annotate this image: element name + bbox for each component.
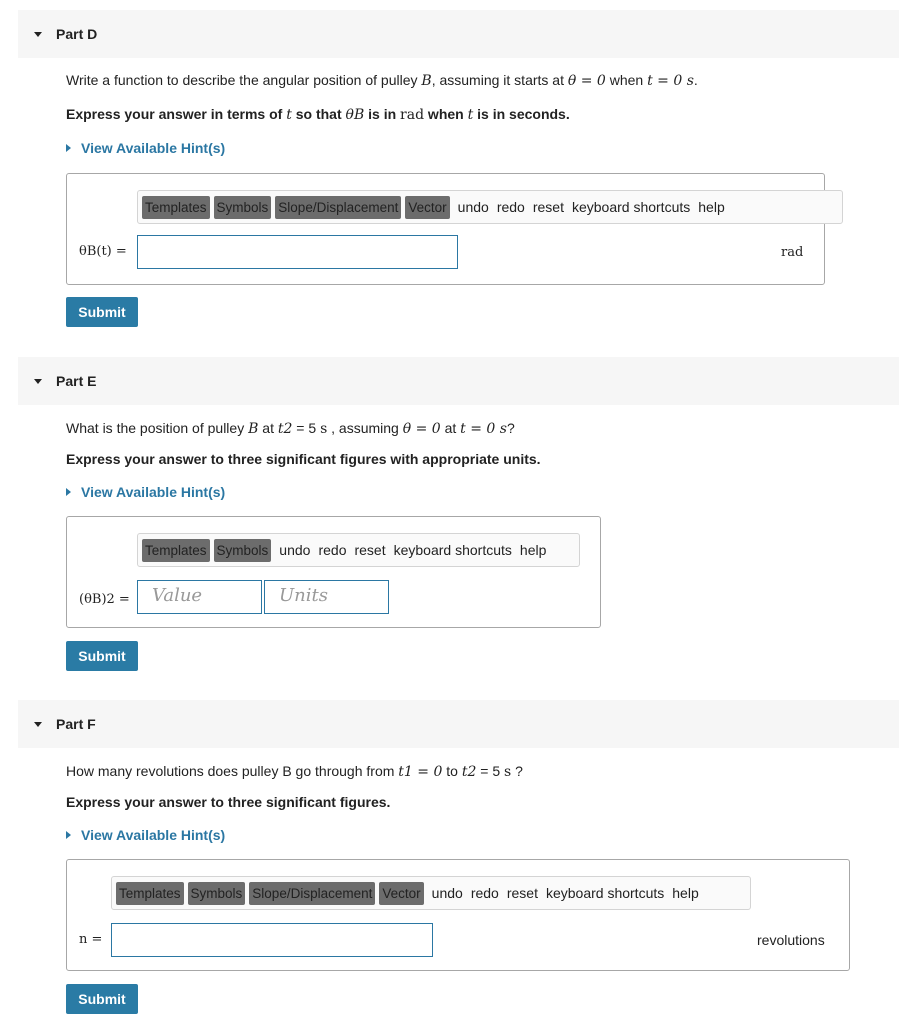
keyboard-shortcuts-link[interactable]: keyboard shortcuts [393, 542, 512, 558]
prompt-text: Write a function to describe the angular position of pulley [66, 72, 422, 88]
templates-button[interactable]: Templates [142, 539, 210, 562]
prompt-text: , assuming it starts at [431, 72, 568, 88]
math-expr: t = 0 s [460, 421, 507, 437]
revolutions-unit-label: revolutions [757, 932, 825, 948]
part-e-hint-link[interactable] [66, 484, 225, 500]
math-var: t [467, 107, 474, 123]
part-d-hint-link[interactable] [66, 140, 225, 156]
prompt-text: , assuming [327, 420, 403, 436]
part-e-toolbar [137, 533, 580, 567]
instr-text: is in [364, 106, 401, 122]
math-expr: θ = 0 [402, 421, 441, 437]
reset-button[interactable]: reset [354, 542, 386, 558]
rad-unit-label: rad [781, 245, 804, 260]
instr-text: is in seconds. [473, 106, 570, 122]
symbols-button[interactable]: Symbols [188, 882, 246, 905]
math-var: B [421, 73, 432, 89]
prompt-text: at [258, 420, 278, 436]
prompt-text: = 5 [476, 763, 505, 779]
math-var: θB [345, 107, 365, 123]
n-input[interactable] [111, 923, 433, 957]
prompt-text: at [440, 420, 461, 436]
prompt-text: What is the position of pulley [66, 420, 249, 436]
part-e-submit-button[interactable]: Submit [66, 641, 138, 671]
math-expr: t = 0 s [647, 73, 694, 89]
symbols-button[interactable]: Symbols [214, 539, 272, 562]
part-d-answer-box [66, 173, 825, 285]
hint-label: View Available Hint(s) [81, 484, 226, 500]
reset-button[interactable]: reset [506, 885, 538, 901]
part-d-instruction [66, 106, 570, 123]
redo-button[interactable]: redo [496, 199, 525, 215]
prompt-text: = 5 [292, 420, 321, 436]
math-expr: θ = 0 [567, 73, 606, 89]
theta-b-t-input[interactable] [137, 235, 458, 269]
theta-b-t-label: θB(t) = [79, 244, 127, 259]
expand-triangle-icon [66, 488, 71, 496]
theta-b-2-label: (θB)2 = [79, 592, 130, 607]
value-input[interactable]: Value [137, 580, 262, 614]
reset-button[interactable]: reset [532, 199, 564, 215]
part-d-prompt [66, 72, 698, 89]
part-e-answer-box [66, 516, 601, 628]
hint-label: View Available Hint(s) [81, 827, 226, 843]
symbols-button[interactable]: Symbols [214, 196, 272, 219]
slope-displacement-button[interactable]: Slope/Displacement [249, 882, 375, 905]
vector-button[interactable]: Vector [379, 882, 423, 905]
slope-displacement-button[interactable]: Slope/Displacement [275, 196, 401, 219]
redo-button[interactable]: redo [470, 885, 499, 901]
part-f-header[interactable] [18, 700, 899, 748]
templates-button[interactable]: Templates [116, 882, 184, 905]
collapse-caret-icon[interactable] [34, 379, 42, 384]
part-f-toolbar [111, 876, 751, 910]
math-var: t [286, 107, 292, 123]
instr-text: Express your answer in terms of [66, 106, 287, 122]
help-link[interactable]: help [672, 885, 699, 901]
part-d-header[interactable] [18, 10, 899, 58]
math-unit: s [320, 421, 328, 437]
prompt-text: ? [511, 763, 523, 779]
help-link[interactable]: help [519, 542, 547, 558]
expand-triangle-icon [66, 831, 71, 839]
math-var: B [248, 421, 259, 437]
part-f-instruction: Express your answer to three significant figures. [66, 794, 391, 810]
collapse-caret-icon[interactable] [34, 722, 42, 727]
part-d-toolbar [137, 190, 843, 224]
part-f-prompt [66, 763, 523, 780]
prompt-text: How many revolutions does pulley B go through from [66, 763, 399, 779]
units-input[interactable]: Units [264, 580, 389, 614]
part-e-prompt [66, 420, 515, 437]
math-unit: s [504, 764, 512, 780]
instr-text: when [424, 106, 468, 122]
part-f-answer-box [66, 859, 850, 971]
undo-button[interactable]: undo [457, 199, 489, 215]
n-label: n = [79, 932, 103, 947]
math-var: t2 [461, 764, 477, 780]
part-d-title: Part D [56, 26, 98, 42]
part-f-title: Part F [56, 716, 96, 732]
hint-label: View Available Hint(s) [81, 140, 226, 156]
redo-button[interactable]: redo [318, 542, 347, 558]
math-var: t2 [277, 421, 293, 437]
instr-text: so that [291, 106, 346, 122]
help-link[interactable]: help [698, 199, 725, 215]
templates-button[interactable]: Templates [142, 196, 210, 219]
math-unit: rad [400, 107, 425, 123]
part-f-hint-link[interactable] [66, 827, 225, 843]
prompt-text: ? [506, 420, 515, 436]
keyboard-shortcuts-link[interactable]: keyboard shortcuts [571, 199, 691, 215]
expand-triangle-icon [66, 144, 71, 152]
prompt-text: to [442, 763, 462, 779]
part-e-header[interactable] [18, 357, 899, 405]
part-d-submit-button[interactable]: Submit [66, 297, 138, 327]
part-f-submit-button[interactable]: Submit [66, 984, 138, 1014]
undo-button[interactable]: undo [279, 542, 311, 558]
vector-button[interactable]: Vector [405, 196, 449, 219]
part-e-title: Part E [56, 373, 97, 389]
undo-button[interactable]: undo [431, 885, 463, 901]
prompt-text: . [693, 72, 698, 88]
math-expr: t1 = 0 [398, 764, 443, 780]
part-e-instruction: Express your answer to three significant figures with appropriate units. [66, 451, 541, 467]
collapse-caret-icon[interactable] [34, 32, 42, 37]
keyboard-shortcuts-link[interactable]: keyboard shortcuts [545, 885, 665, 901]
prompt-text: when [605, 72, 648, 88]
